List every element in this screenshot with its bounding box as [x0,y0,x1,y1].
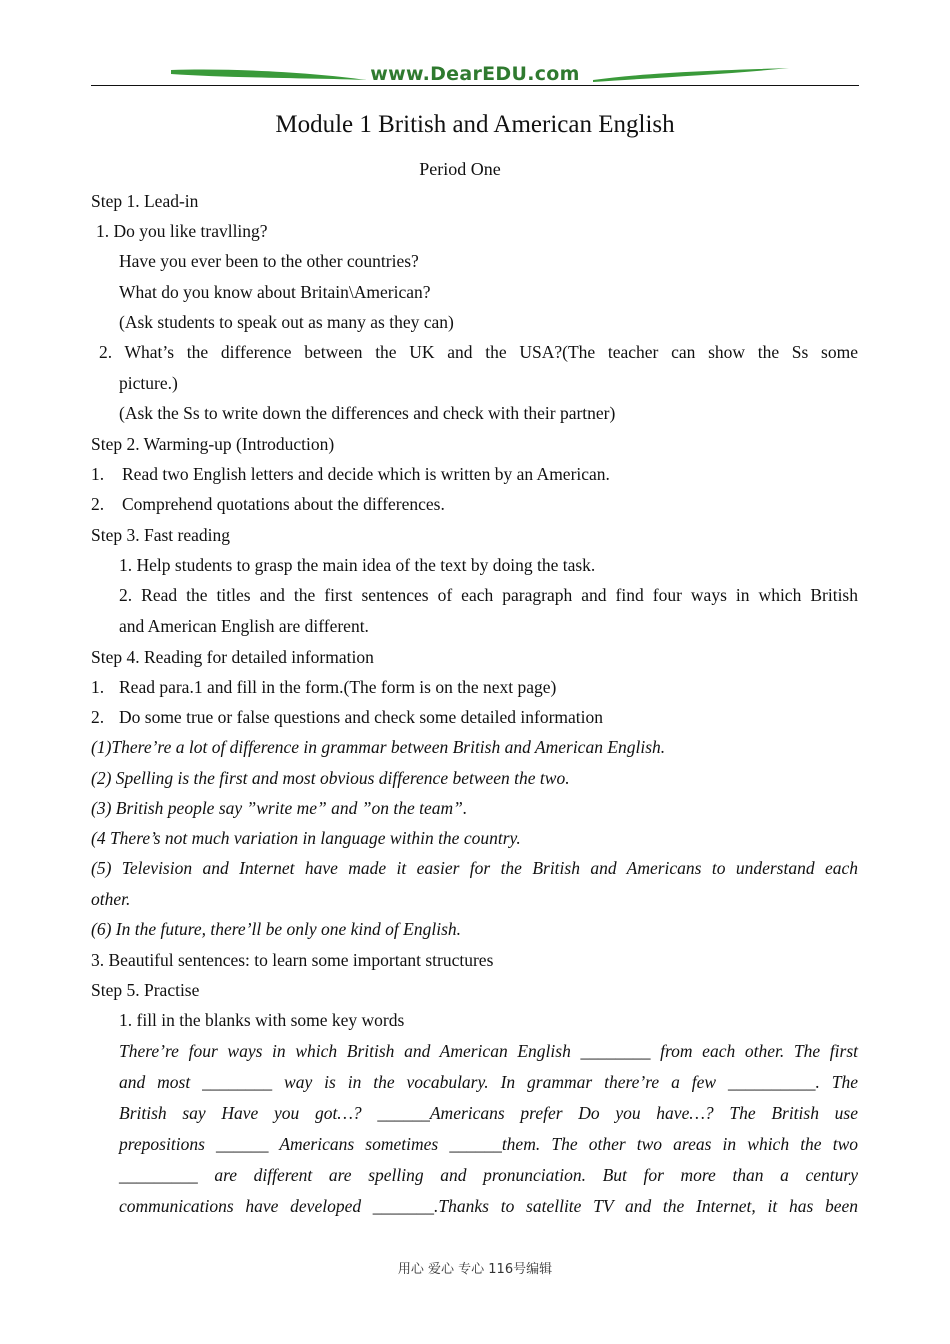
list-item [91,493,445,515]
tf-question: (6) In the future, there’ll be only one kind of English. [91,919,462,939]
list-number: 2. [91,707,105,727]
cloze-line: British say Have you got…? ______Americans prefer Do you have…? The British use [119,1103,858,1123]
list-text: Read para.1 and fill in the form.(The form is on the next page) [119,677,557,697]
cloze-line: There’re four ways in which British and American English ________ from each other. The first [119,1041,858,1061]
step1-note-1: (Ask students to speak out as many as they can) [119,312,454,332]
step1-question-2-cont: picture.) [119,373,178,393]
tf-question: (3) British people say ”write me” and ”on the team”. [91,798,468,818]
step5-heading: Step 5. Practise [91,980,200,1000]
step3-heading: Step 3. Fast reading [91,525,231,545]
step1-question-1c: What do you know about Britain\American? [119,282,431,302]
step3-item-1: 1. Help students to grasp the main idea of the text by doing the task. [119,555,596,575]
cloze-line: and most ________ way is in the vocabulary. In grammar there’re a few __________. The [119,1072,858,1092]
step1-note-2: (Ask the Ss to write down the differences and check with their partner) [119,403,616,423]
list-number: 1. [91,464,105,484]
cloze-line: _________ are different are spelling and pronunciation. But for more than a century [119,1165,858,1185]
list-text: Comprehend quotations about the differences. [122,494,445,514]
site-logo[interactable]: www.DearEDU.com [370,63,580,85]
list-number: 1. [91,677,105,697]
step2-heading: Step 2. Warming-up (Introduction) [91,434,335,454]
step1-question-1b: Have you ever been to the other countries? [119,251,419,271]
list-text: Do some true or false questions and check some detailed information [119,707,604,727]
tf-question: (5) Television and Internet have made it easier for the British and Americans to understand each [91,858,858,878]
list-item [91,706,603,728]
header-rule [91,85,859,86]
step5-item-1: 1. fill in the blanks with some key words [119,1010,405,1030]
list-text: Read two English letters and decide which is written by an American. [122,464,610,484]
page-subtitle: Period One [419,159,501,179]
right-swoosh-decoration [591,66,791,86]
cloze-line: communications have developed _______.Thanks to satellite TV and the Internet, it has been [119,1196,858,1216]
tf-question: (1)There’re a lot of difference in grammar between British and American English. [91,737,666,757]
list-item [91,463,610,485]
page-footer: 用心 爱心 专心 116号编辑 [397,1262,553,1277]
cloze-line: prepositions ______ Americans sometimes ______them. The other two areas in which the two [119,1134,858,1154]
step1-heading: Step 1. Lead-in [91,191,199,211]
step1-question-2: 2. What’s the difference between the UK and the USA?(The teacher can show the Ss some [99,342,858,362]
list-number: 2. [91,494,105,514]
step1-question-1: 1. Do you like travlling? [96,221,268,241]
page-title: Module 1 British and American English [275,111,675,138]
list-item [91,676,556,698]
tf-question: (4 There’s not much variation in language within the country. [91,828,521,848]
step3-item-2: 2. Read the titles and the first sentences of each paragraph and find four ways in which British [119,585,858,605]
tf-question-cont: other. [91,889,131,909]
page-header [91,60,859,90]
tf-question: (2) Spelling is the first and most obvious difference between the two. [91,768,570,788]
step4-item-3: 3. Beautiful sentences: to learn some important structures [91,950,494,970]
step4-heading: Step 4. Reading for detailed information [91,647,374,667]
step3-item-2-cont: and American English are different. [119,616,369,636]
